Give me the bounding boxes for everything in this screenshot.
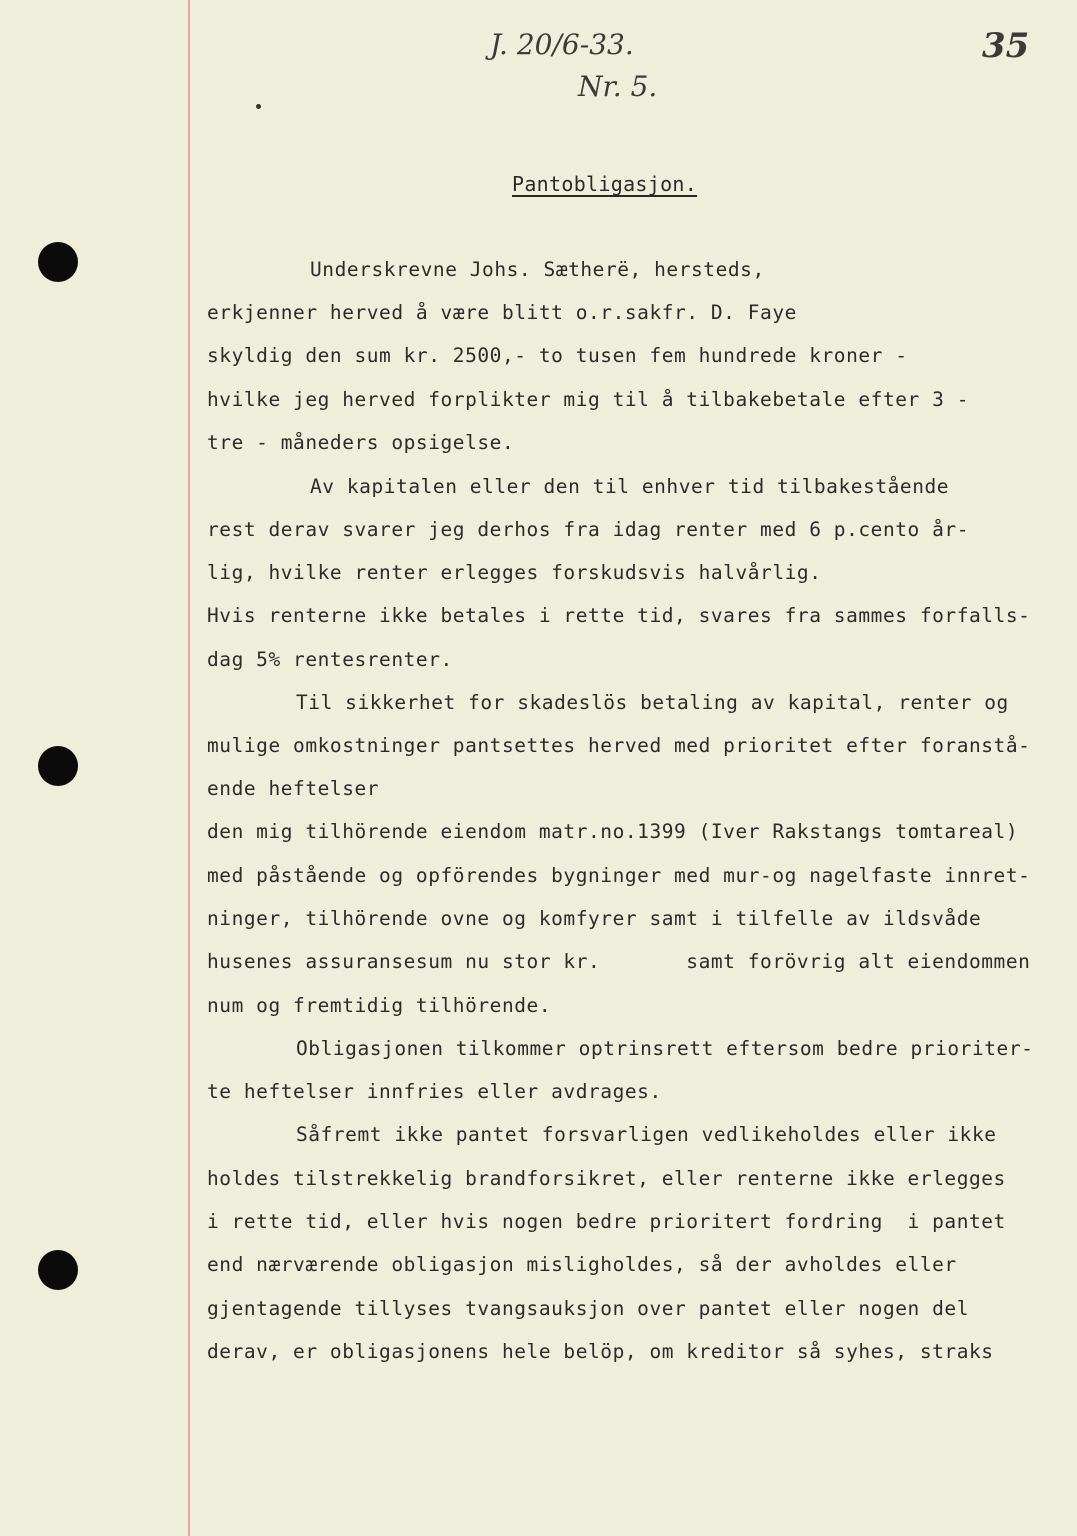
text-line: Hvis renterne ikke betales i rette tid, svares fra sammes forfalls- [207, 604, 1031, 627]
text-line: mulige omkostninger pantsettes herved med prioritet efter foranstå- [207, 734, 1031, 757]
handwritten-date-note: J. 20/6-33. [490, 28, 634, 61]
text-line: gjentagende tillyses tvangsauksjon over pantet eller nogen del [207, 1297, 969, 1320]
punch-hole-top [38, 242, 78, 282]
punch-hole-middle [38, 746, 78, 786]
ink-dot [256, 104, 261, 109]
text-line: Til sikkerhet for skadeslös betaling av kapital, renter og [296, 691, 1009, 714]
text-line: tre - måneders opsigelse. [207, 431, 515, 454]
text-line: skyldig den sum kr. 2500,- to tusen fem hundrede kroner - [207, 344, 908, 367]
text-line: Underskrevne Johs. Sætherë, hersteds, [310, 258, 765, 281]
text-line: end nærværende obligasjon misligholdes, så der avholdes eller [207, 1253, 957, 1276]
text-line: rest derav svarer jeg derhos fra idag renter med 6 p.cento år- [207, 518, 969, 541]
text-line: dag 5% rentesrenter. [207, 648, 453, 671]
margin-line [188, 0, 190, 1536]
document-title: Pantobligasjon. [512, 172, 698, 196]
text-line: ninger, tilhörende ovne og komfyrer samt i tilfelle av ildsvåde [207, 907, 982, 930]
text-line: Såfremt ikke pantet forsvarligen vedlikeholdes eller ikke [296, 1123, 997, 1146]
text-line: med påstående og opförendes bygninger med mur-og nagelfaste innret- [207, 864, 1031, 887]
text-line: lig, hvilke renter erlegges forskudsvis halvårlig. [207, 561, 822, 584]
text-line: husenes assuransesum nu stor kr. samt forövrig alt eiendommen [207, 950, 1031, 973]
text-line: den mig tilhörende eiendom matr.no.1399 (Iver Rakstangs tomtareal) [207, 820, 1019, 843]
text-line: derav, er obligasjonens hele belöp, om kreditor så syhes, straks [207, 1340, 994, 1363]
text-line: holdes tilstrekkelig brandforsikret, eller renterne ikke erlegges [207, 1167, 1006, 1190]
text-line: te heftelser innfries eller avdrages. [207, 1080, 662, 1103]
text-line: num og fremtidig tilhörende. [207, 994, 552, 1017]
text-line: erkjenner herved å være blitt o.r.sakfr. D. Faye [207, 301, 797, 324]
punch-hole-bottom [38, 1250, 78, 1290]
text-line: hvilke jeg herved forplikter mig til å tilbakebetale efter 3 - [207, 388, 969, 411]
text-line: ende heftelser [207, 777, 380, 800]
handwritten-page-number: 35 [982, 26, 1030, 66]
text-line: i rette tid, eller hvis nogen bedre prioritert fordring i pantet [207, 1210, 1006, 1233]
handwritten-number-note: Nr. 5. [578, 70, 658, 103]
text-line: Av kapitalen eller den til enhver tid tilbakestående [310, 475, 950, 498]
text-line: Obligasjonen tilkommer optrinsrett eftersom bedre prioriter- [296, 1037, 1034, 1060]
